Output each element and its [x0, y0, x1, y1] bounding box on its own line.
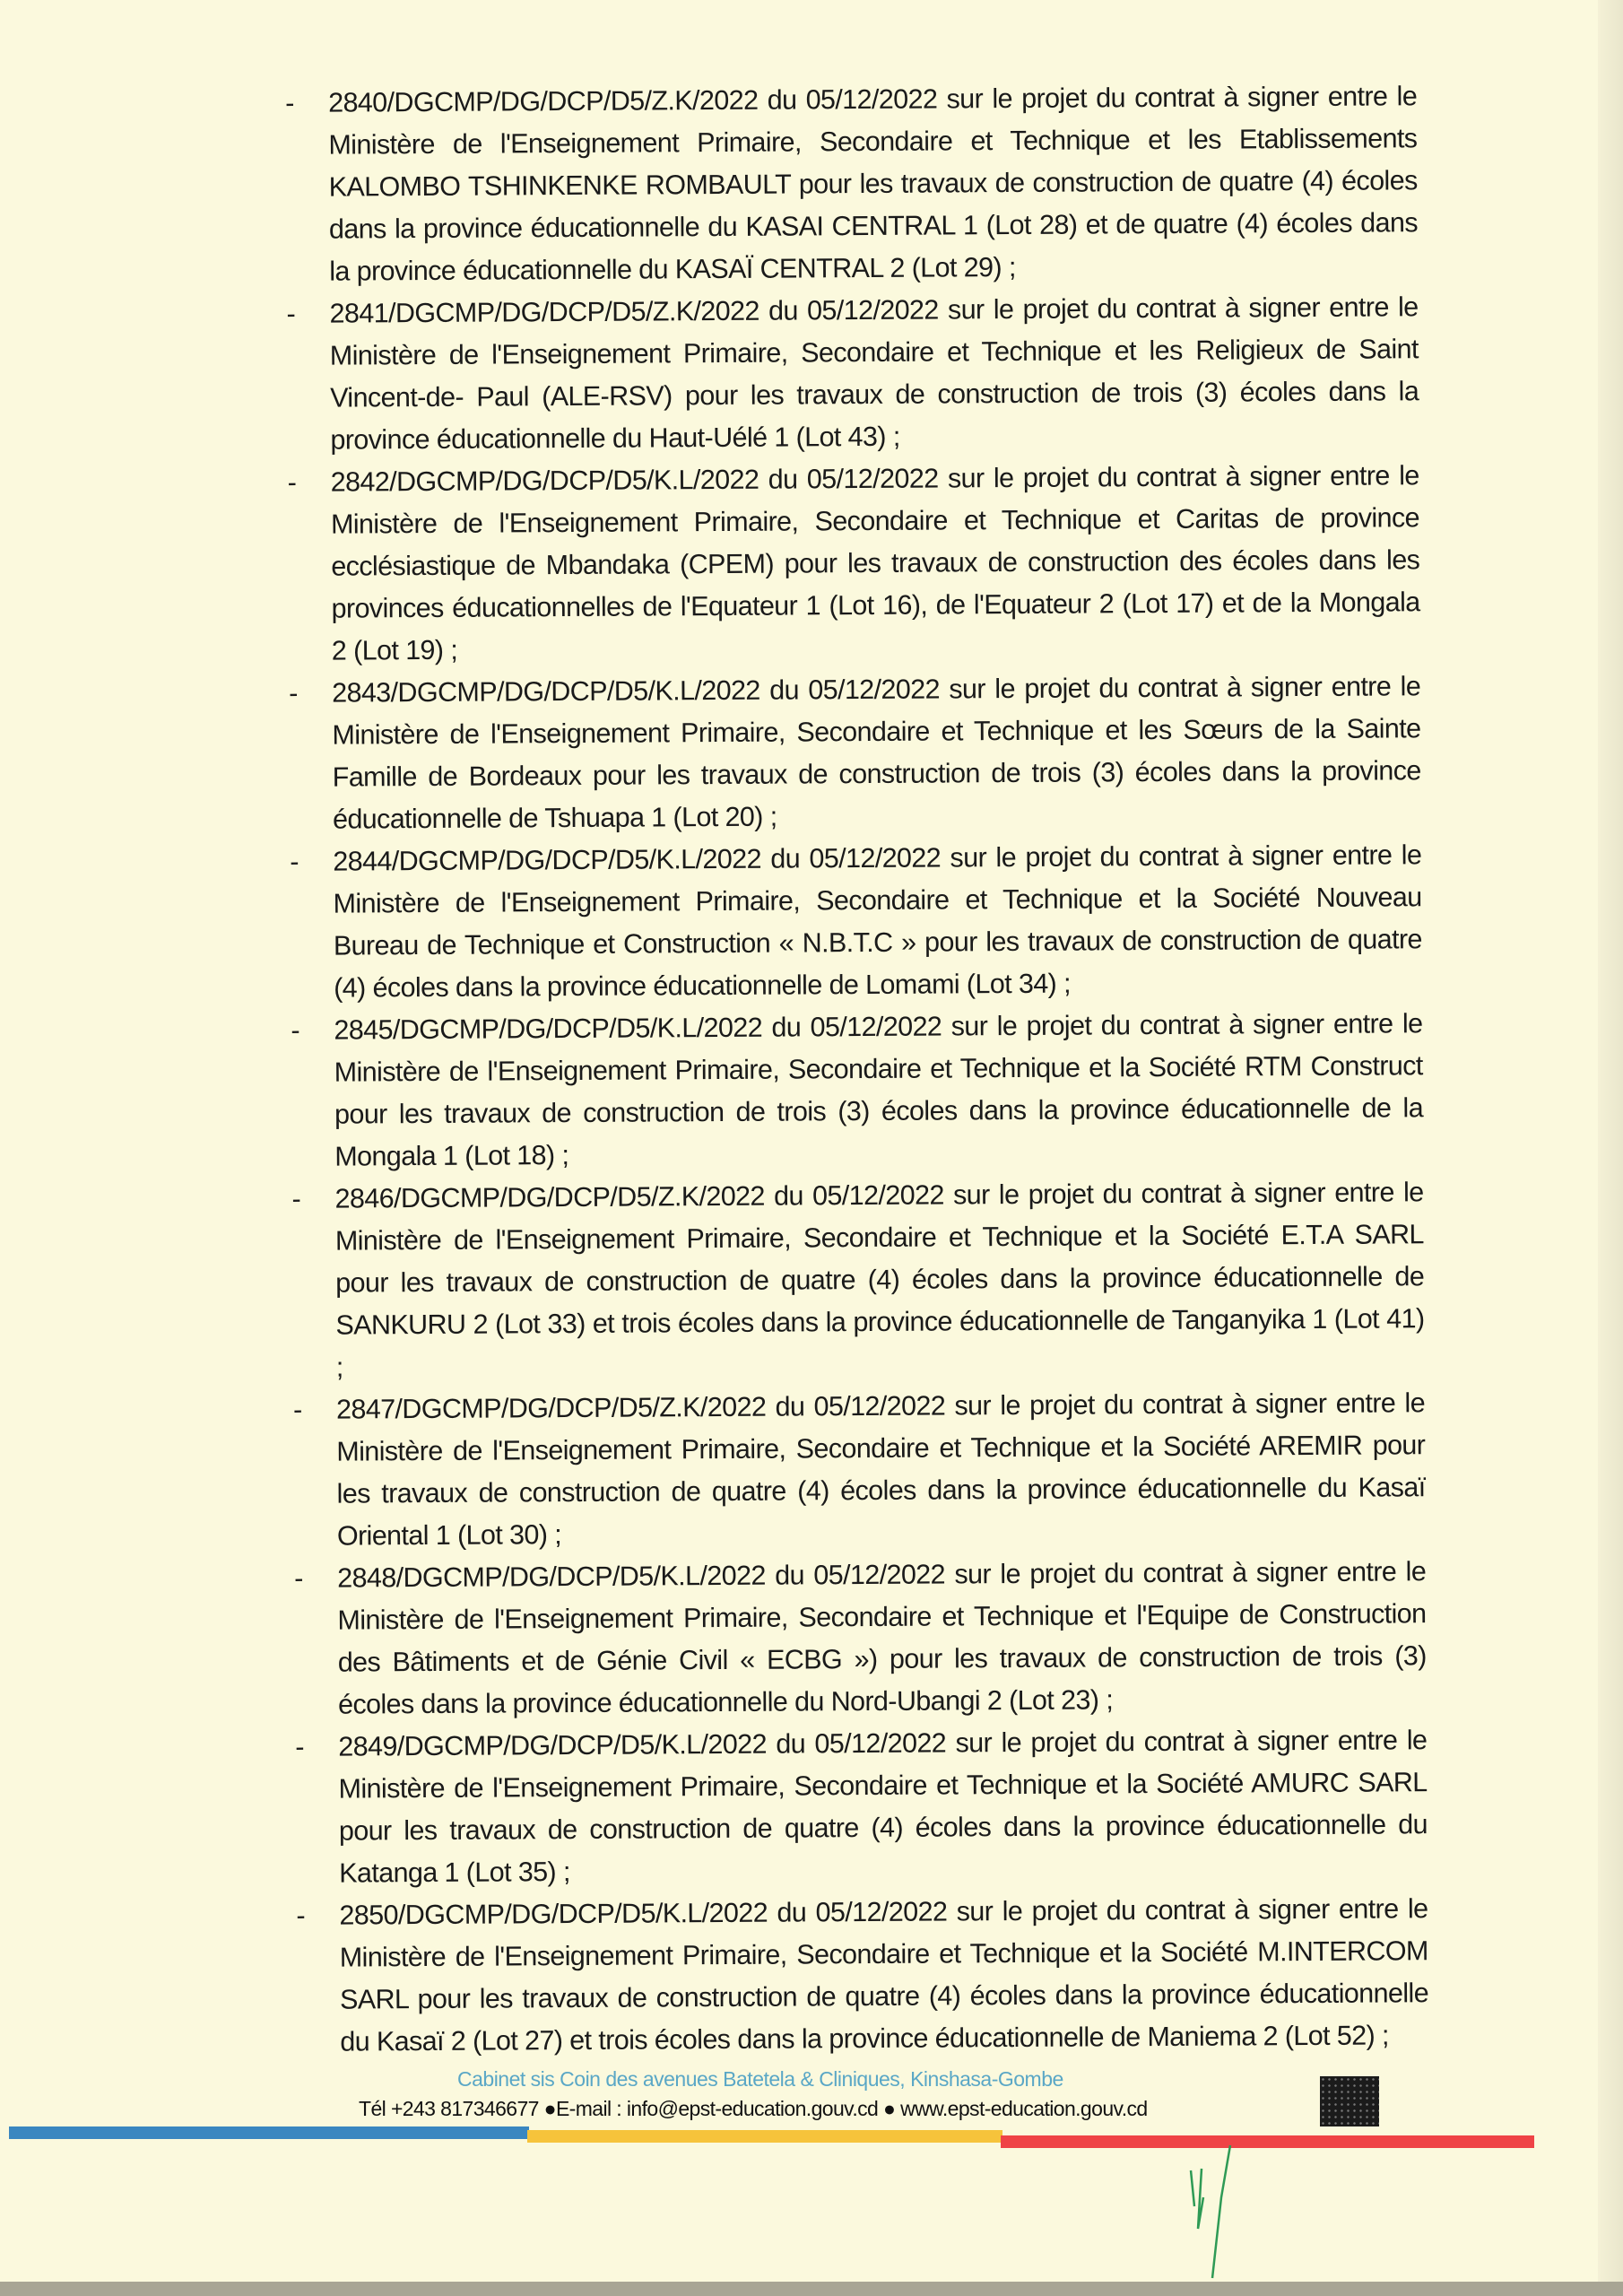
list-item [286, 1382, 1426, 1558]
flag-band-blue [9, 2126, 529, 2139]
list-item [281, 455, 1420, 673]
list-item [278, 75, 1418, 293]
item-text: 2842/DGCMP/DG/DCP/D5/K.L/2022 du 05/12/2022 sur le projet du contrat à signer entre le Ministère de l'Enseignement Primaire, Secondaire et Technique et Caritas de province ecclésiastique de Mbandaka (CPEM) pour les travaux de construction des écoles dans les provinces éducationnelles de l'Equateur 1 (Lot 16), de l'Equateur 2 (Lot 17) et de la Mongala 2 (Lot 19) ; [330, 460, 1420, 666]
bullet-dash: - [286, 298, 296, 329]
bullet-dash: - [291, 1014, 300, 1046]
item-text: 2846/DGCMP/DG/DCP/D5/Z.K/2022 du 05/12/2022 sur le projet du contrat à signer entre le Ministère de l'Enseignement Primaire, Secondaire et Technique et la Société E.T.A SARL pour les travaux de construction de quatre (4) écoles dans la province éducationnelle de SANKURU 2 (Lot 33) et trois écoles dans la province éducationnelle de Tanganyika 1 (Lot 41) ; [334, 1177, 1425, 1383]
list-item [287, 1551, 1427, 1726]
item-text: 2850/DGCMP/DG/DCP/D5/K.L/2022 du 05/12/2022 sur le projet du contrat à signer entre le Ministère de l'Enseignement Primaire, Secondaire et Technique et la Société M.INTERCOM SARL pour les travaux de construction de quatre (4) écoles dans la province éducationnelle du Kasaï 2 (Lot 27) et trois écoles dans la province éducationnelle de Maniema 2 (Lot 52) ; [339, 1893, 1429, 2057]
page-edge [1598, 0, 1623, 2296]
item-text: 2848/DGCMP/DG/DCP/D5/K.L/2022 du 05/12/2022 sur le projet du contrat à signer entre le Ministère de l'Enseignement Primaire, Secondaire et Technique et l'Equipe de Construction des Bâtiments et de Génie Civil « ECBG ») pour les travaux de construction de trois (3) écoles dans la province éducationnelle du Nord-Ubangi 2 (Lot 23) ; [337, 1556, 1427, 1720]
list-item [284, 1171, 1424, 1389]
footer-address: Cabinet sis Coin des avenues Batetela & Cliniques, Kinshasa-Gombe [457, 2067, 1063, 2091]
flag-band-yellow [527, 2130, 1002, 2143]
bullet-dash: - [296, 1900, 306, 1931]
item-text: 2849/DGCMP/DG/DCP/D5/K.L/2022 du 05/12/2022 sur le projet du contrat à signer entre le Ministère de l'Enseignement Primaire, Secondaire et Technique et la Société AMURC SARL pour les travaux de construction de quatre (4) écoles dans la province éducationnelle du Katanga 1 (Lot 35) ; [338, 1725, 1428, 1889]
item-text: 2847/DGCMP/DG/DCP/D5/Z.K/2022 du 05/12/2022 sur le projet du contrat à signer entre le Ministère de l'Enseignement Primaire, Secondaire et Technique et la Société AREMIR pour les travaux de construction de quatre (4) écoles dans la province éducationnelle du Kasaï Oriental 1 (Lot 30) ; [335, 1387, 1426, 1552]
list-item [288, 1719, 1428, 1895]
bullet-dash: - [289, 677, 298, 709]
list-item [282, 834, 1422, 1010]
item-text: 2843/DGCMP/DG/DCP/D5/K.L/2022 du 05/12/2022 sur le projet du contrat à signer entre le Ministère de l'Enseignement Primaire, Secondaire et Technique et les Sœurs de la Sainte Famille de Bordeaux pour les travaux de construction de trois (3) écoles dans la province éducationnelle de Tshuapa 1 (Lot 20) ; [332, 671, 1421, 835]
bullet-dash: - [295, 1731, 305, 1762]
list-item [282, 665, 1421, 841]
list-item [289, 1888, 1428, 2064]
bullet-dash: - [285, 87, 294, 118]
bullet-dash: - [292, 1394, 302, 1425]
qr-code [1320, 2076, 1379, 2126]
flag-band-red [1001, 2135, 1534, 2148]
bullet-dash: - [291, 1183, 301, 1214]
item-text: 2845/DGCMP/DG/DCP/D5/K.L/2022 du 05/12/2022 sur le projet du contrat à signer entre le Ministère de l'Enseignement Primaire, Secondaire et Technique et la Société RTM Construct pour les travaux de construction de trois (3) écoles dans la province éducationnelle de la Mongala 1 (Lot 18) ; [334, 1008, 1424, 1172]
item-text: 2841/DGCMP/DG/DCP/D5/Z.K/2022 du 05/12/2022 sur le projet du contrat à signer entre le Ministère de l'Enseignement Primaire, Secondaire et Technique et les Religieux de Saint Vincent-de- Paul (ALE-RSV) pour les travaux de construction de trois (3) écoles dans la province éducationnelle du Haut-Uélé 1 (Lot 43) ; [329, 291, 1419, 456]
footer-contact: Tél +243 817346677 ●E-mail : info@epst-education.gouv.cd ● www.epst-education.gouv.cd [359, 2097, 1148, 2120]
list-item [279, 286, 1419, 462]
item-text: 2840/DGCMP/DG/DCP/D5/Z.K/2022 du 05/12/2022 sur le projet du contrat à signer entre le Ministère de l'Enseignement Primaire, Secondaire et Technique et les Etablissements KALOMBO TSHINKENKE ROMBAULT pour les travaux de construction de quatre (4) écoles dans la province éducationnelle du KASAI CENTRAL 1 (Lot 28) et de quatre (4) écoles dans la province éducationnelle du KASAÏ CENTRAL 2 (Lot 29) ; [328, 81, 1419, 287]
item-text: 2844/DGCMP/DG/DCP/D5/K.L/2022 du 05/12/2022 sur le projet du contrat à signer entre le Ministère de l'Enseignement Primaire, Secondaire et Technique et la Société Nouveau Bureau de Technique et Construction « N.B.T.C » pour les travaux de construction de quatre (4) écoles dans la province éducationnelle de Lomami (Lot 34) ; [333, 839, 1422, 1004]
bullet-dash: - [287, 466, 297, 498]
bullet-dash: - [290, 846, 299, 877]
bullet-dash: - [294, 1562, 303, 1594]
signature-initials [1175, 2144, 1246, 2287]
decision-list [278, 75, 1428, 2064]
list-item [283, 1003, 1423, 1178]
scan-bottom-edge [0, 2282, 1623, 2296]
